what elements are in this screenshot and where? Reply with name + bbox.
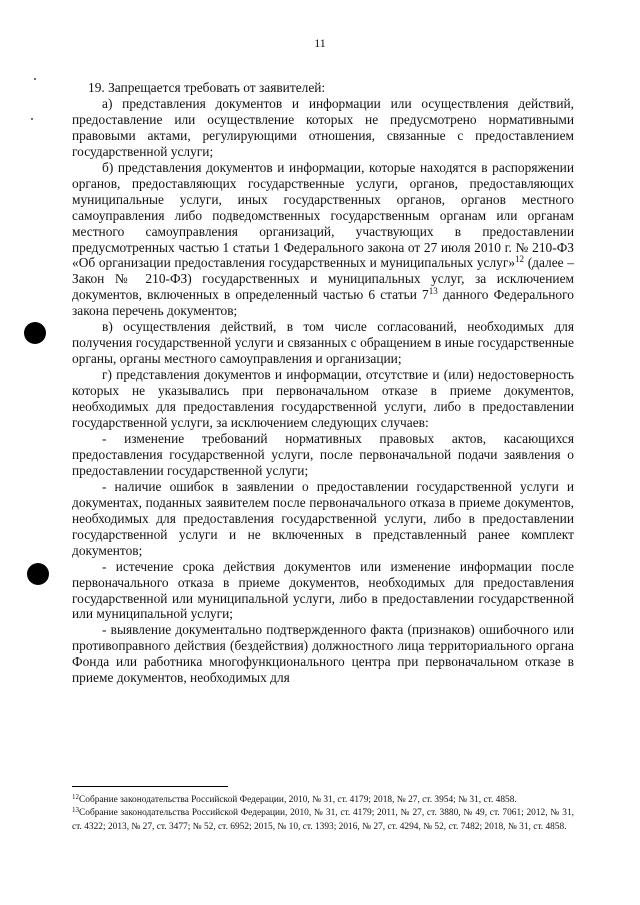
footnote-text: Собрание законодательства Российской Федерации, 2010, № 31, ст. 4179; 2011, № 27, ст. 3880, № 49, ст. 7061; 2012, № 31, ст. 4322; 2013, № 27, ст. 3477; № 52, ст. 6952; 2015, № 10, ст. 1393; 2016, № 27, ст. 4294, № 52, ст. 7482; 2018, № 31, ст. 4858. (72, 808, 574, 832)
scan-speck (31, 118, 33, 120)
scan-speck (34, 78, 36, 80)
footnote-mark: 12 (72, 793, 79, 801)
item-v: в) осуществления действий, в том числе согласований, необходимых для получения государственной услуги и связанных с обращением в иные государственные органы, органы местного самоуправления и организации; (72, 319, 574, 367)
item-b-text-2: (далее – Закон № 210-ФЗ) государственных и муниципальных услуг, за исключением документов, включенных в определенный частью 6 статьи 7 (72, 255, 574, 303)
item-19-heading: 19. Запрещается требовать от заявителей: (88, 80, 326, 95)
page-number: 11 (314, 36, 326, 50)
footnote-text: Собрание законодательства Российской Федерации, 2010, № 31, ст. 4179; 2018, № 27, ст. 3954; № 31, ст. 4858. (79, 795, 517, 805)
item-a: а) представления документов и информации или осуществления действий, предоставление или осуществление которых не предусмотрено нормативными правовыми актами, регулирующими отношения, связанные с предоставлением государственной услуги; (72, 95, 574, 159)
exception-4: - выявление документально подтвержденного факта (признаков) ошибочного или противоправного действия (бездействия) должностного лица территориального органа Фонда или работника многофункционального центра при первоначальном отказе в приеме документов, необходимых для (72, 622, 574, 686)
footnote-13 (72, 807, 574, 834)
footnote-ref-13: 13 (428, 286, 438, 297)
item-b (72, 160, 574, 320)
footnote-ref-12: 12 (515, 254, 525, 265)
exception-2: - наличие ошибок в заявлении о предоставлении государственной услуги и документах, поданных заявителем после первоначального отказа в приеме документов, необходимых для предоставления государственной услуги, либо в предоставлении государственной услуги и не включенных в представленный ранее комплект документов; (72, 478, 574, 558)
document-body (72, 80, 574, 686)
hole-punch-mark (27, 563, 49, 585)
hole-punch-mark (24, 322, 46, 344)
item-g: г) представления документов и информации, отсутствие и (или) недостоверность которых не указывались при первоначальном отказе в приеме документов, необходимых для предоставления государственной услуги, либо в предоставлении государственной услуги, за исключением следующих случаев: (72, 367, 574, 431)
exception-3: - истечение срока действия документов или изменение информации после первоначального отказа в приеме документов, необходимых для предоставления государственной или муниципальной услуги, либо в предоставлении государственной или муниципальной услуги; (72, 558, 574, 622)
footnotes (72, 794, 574, 834)
footnote-12 (72, 794, 574, 807)
footnote-divider (72, 786, 228, 787)
item-b-text-1: б) представления документов и информации, которые находятся в распоряжении органов, предоставляющих государственные услуги, органов, предоставляющих муниципальные услуги, иных государственных органов, органов местного самоуправления либо подведомственных государственным органам или органам местного самоуправления организаций, участвующих в предоставлении предусмотренных частью 1 статьи 1 Федерального закона от 27 июля 2010 г. № 210-ФЗ «Об организации предоставления государственных и муниципальных услуг» (72, 159, 574, 271)
exception-1: - изменение требований нормативных правовых актов, касающихся предоставления государственной услуги, после первоначальной подачи заявления о предоставлении государственной услуги; (72, 430, 574, 478)
footnote-mark: 13 (72, 806, 79, 815)
item-b-text-3: данного Федерального закона перечень документов; (72, 287, 574, 319)
